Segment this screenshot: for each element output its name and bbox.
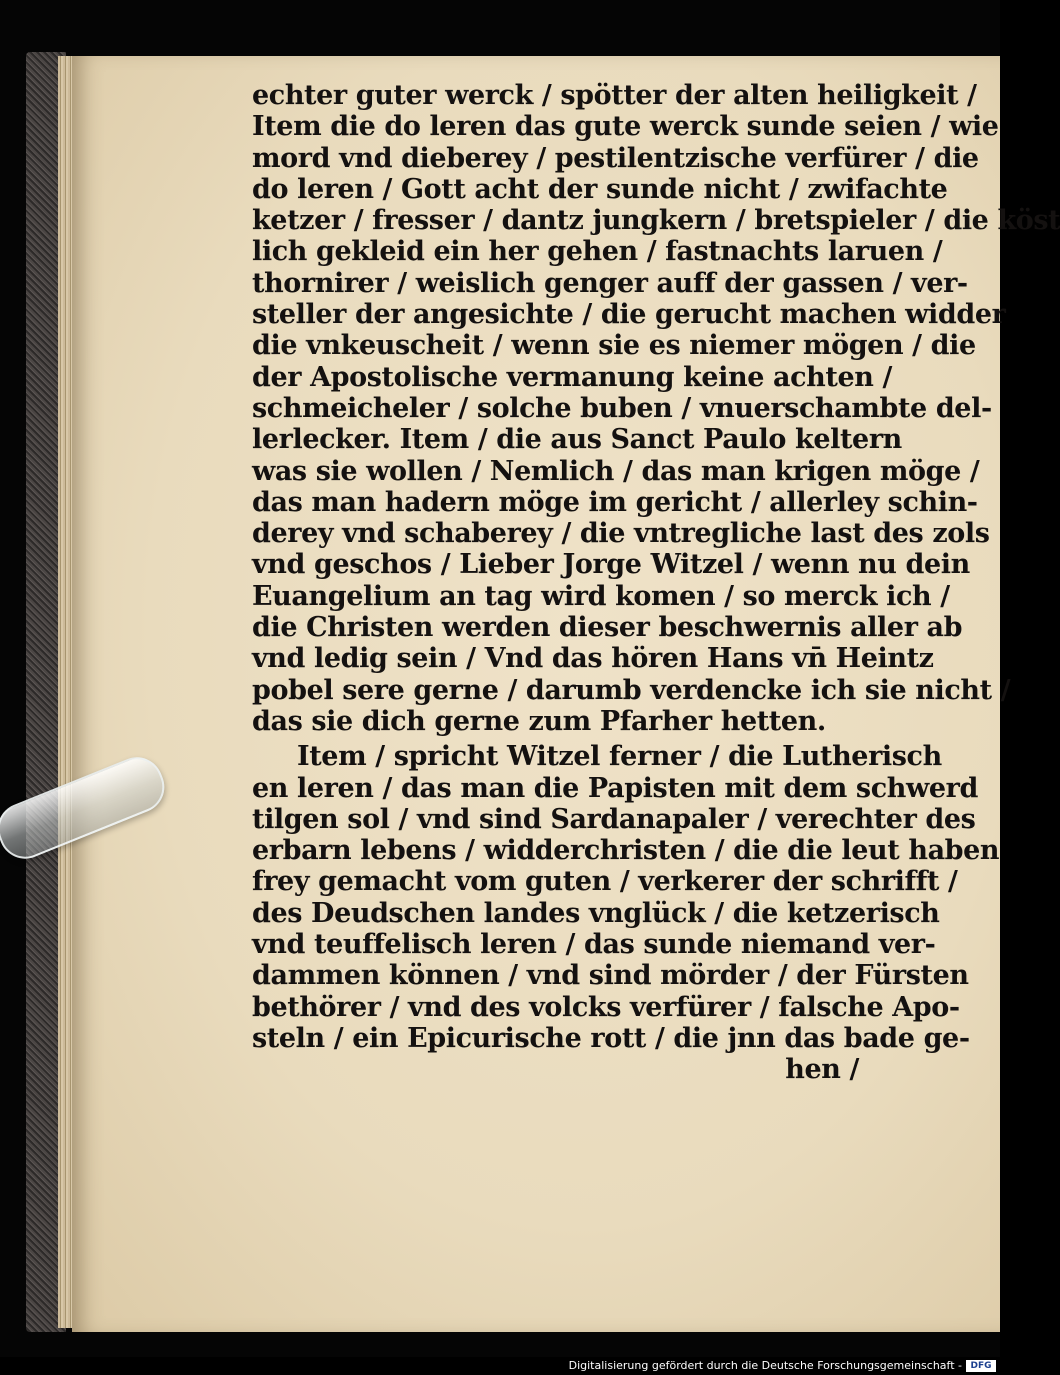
text-line: die Christen werden dieser beschwernis aller ab xyxy=(252,612,963,644)
text-line: thornirer / weislich genger auff der gassen / ver- xyxy=(252,267,968,299)
text-line: Euangelium an tag wird komen / so merck ich / xyxy=(252,580,950,612)
text-line: frey gemacht vom guten / verkerer der schrifft / xyxy=(252,866,958,898)
text-line: des Deudschen landes vnglück / die ketzerisch xyxy=(252,897,940,929)
text-line: echter guter werck / spötter der alten heiligkeit / xyxy=(252,80,977,111)
text-line: pobel sere gerne / darumb verdencke ich sie nicht / xyxy=(252,674,1011,706)
page-text-block xyxy=(252,80,1060,1086)
text-line: bethörer / vnd des volcks verfürer / falsche Apo- xyxy=(252,991,960,1023)
text-line: erbarn lebens / widderchristen / die die leut haben xyxy=(252,835,1000,867)
text-line: vnd geschos / Lieber Jorge Witzel / wenn nu dein xyxy=(252,549,970,581)
text-line: schmeicheler / solche buben / vnuerschambte del- xyxy=(252,392,992,424)
text-line: do leren / Gott acht der sunde nicht / zwifachte xyxy=(252,173,948,205)
text-line: das sie dich gerne zum Pfarher hetten. xyxy=(252,705,826,737)
text-line: lerlecker. Item / die aus Sanct Paulo keltern xyxy=(252,424,902,456)
text-line: was sie wollen / Nemlich / das man krigen möge / xyxy=(252,455,980,487)
text-line: tilgen sol / vnd sind Sardanapaler / verechter des xyxy=(252,803,976,835)
text-line: mord vnd dieberey / pestilentzische verfürer / die xyxy=(252,142,979,174)
footer-bar xyxy=(0,1357,1000,1375)
dfg-logo: DFG xyxy=(966,1360,996,1372)
text-line: ketzer / fresser / dantz jungkern / bretspieler / die köst xyxy=(252,205,1060,237)
text-line: vnd ledig sein / Vnd das hören Hans vn̄ Heintz xyxy=(252,643,934,675)
text-line: Item die do leren das gute werck sunde seien / wie xyxy=(252,111,999,143)
funding-note: Digitalisierung gefördert durch die Deutsche Forschungsgemeinschaft - xyxy=(568,1359,962,1372)
text-line: en leren / das man die Papisten mit dem schwerd xyxy=(252,772,978,804)
text-line: steln / ein Epicurische rott / die jnn das bade ge- xyxy=(252,1022,970,1054)
text-line: derey vnd schaberey / die vntregliche last des zols xyxy=(252,518,990,550)
catchword: hen / xyxy=(785,1054,859,1086)
text-line: dammen können / vnd sind mörder / der Fürsten xyxy=(252,960,969,992)
text-line: lich gekleid ein her gehen / fastnachts laruen / xyxy=(252,236,943,268)
text-line: das man hadern möge im gericht / allerley schin- xyxy=(252,486,978,518)
text-line: vnd teuffelisch leren / das sunde niemand ver- xyxy=(252,929,936,961)
text-line: steller der angesichte / die gerucht machen widder xyxy=(252,299,1006,331)
text-line: der Apostolische vermanung keine achten / xyxy=(252,361,892,393)
text-line: die vnkeuscheit / wenn sie es niemer mögen / die xyxy=(252,330,976,362)
paragraph-first-line: Item / spricht Witzel ferner / die Lutherisch xyxy=(297,741,942,773)
